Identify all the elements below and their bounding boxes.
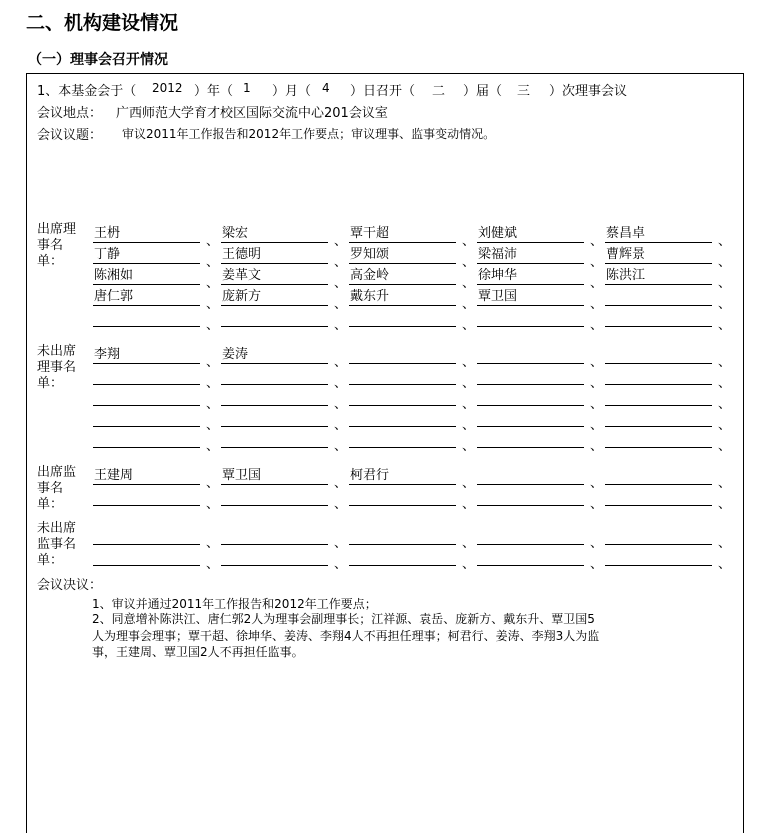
label-line: 未出席 [37, 344, 77, 359]
separator-mark: 、 [206, 276, 220, 291]
separator-mark: 、 [590, 439, 604, 454]
separator-mark: 、 [718, 276, 732, 291]
name-blank[interactable] [349, 385, 456, 406]
label-line: 未出席 [37, 521, 77, 536]
separator-mark: 、 [590, 418, 604, 433]
name-blank[interactable] [349, 427, 456, 448]
separator-mark: 、 [462, 255, 476, 270]
separator-mark: 、 [718, 439, 732, 454]
separator-mark: 、 [718, 255, 732, 270]
label-line: 事名 [37, 238, 64, 253]
separator-mark: 、 [718, 497, 732, 512]
separator-mark: 、 [334, 418, 348, 433]
resolution-item-2-line-1: 2、同意增补陈洪江、唐仁郭2人为理事会副理事长；江祥源、袁岳、庞新方、戴东升、覃卫国5 [92, 612, 595, 626]
name-blank[interactable] [349, 243, 456, 264]
person-name: 曹辉景 [606, 247, 646, 262]
name-blank[interactable] [477, 385, 584, 406]
name-blank[interactable] [93, 385, 200, 406]
absent-supervisors-label [37, 521, 76, 569]
separator-mark: 、 [718, 418, 732, 433]
attend-supervisors-label [37, 465, 76, 513]
name-blank[interactable] [349, 364, 456, 385]
name-blank[interactable] [605, 464, 712, 485]
topic-value: 审议2011年工作报告和2012年工作要点；审议理事、监事变动情况。 [122, 127, 496, 141]
separator-mark: 、 [718, 355, 732, 370]
name-blank[interactable] [93, 427, 200, 448]
person-name: 罗知颂 [350, 247, 390, 262]
name-blank[interactable] [349, 524, 456, 545]
separator-mark: 、 [206, 376, 220, 391]
name-blank[interactable] [349, 545, 456, 566]
name-blank[interactable] [477, 464, 584, 485]
separator-mark: 、 [590, 497, 604, 512]
name-blank[interactable] [221, 545, 328, 566]
resolution-label: 会议决议： [37, 578, 103, 593]
separator-mark: 、 [462, 397, 476, 412]
name-blank[interactable] [221, 285, 328, 306]
name-blank[interactable] [605, 285, 712, 306]
name-blank[interactable] [477, 406, 584, 427]
separator-mark: 、 [462, 497, 476, 512]
separator-mark: 、 [462, 297, 476, 312]
person-name: 唐仁郭 [94, 289, 134, 304]
name-blank[interactable] [349, 306, 456, 327]
name-blank[interactable] [221, 306, 328, 327]
separator-mark: 、 [206, 234, 220, 249]
separator-mark: 、 [718, 297, 732, 312]
separator-mark: 、 [334, 276, 348, 291]
separator-mark: 、 [462, 318, 476, 333]
person-name: 覃卫国 [478, 289, 518, 304]
separator-mark: 、 [206, 418, 220, 433]
meeting-month-value: 1 [243, 81, 251, 95]
person-name: 王建周 [94, 468, 134, 483]
separator-mark: 、 [206, 536, 220, 551]
separator-mark: 、 [590, 355, 604, 370]
name-blank[interactable] [605, 427, 712, 448]
separator-mark: 、 [334, 297, 348, 312]
name-blank[interactable] [221, 364, 328, 385]
topic-label: 会议议题： [37, 128, 103, 143]
name-blank[interactable] [221, 406, 328, 427]
name-blank[interactable] [221, 243, 328, 264]
name-blank[interactable] [477, 545, 584, 566]
resolution-item-2-line-2: 人为理事会理事；覃干超、徐坤华、姜涛、李翔4人不再担任理事；柯君行、姜涛、李翔3人为监 [92, 629, 600, 643]
name-blank[interactable] [93, 264, 200, 285]
separator-mark: 、 [206, 497, 220, 512]
person-name: 高金岭 [350, 268, 390, 283]
label-line: 理事名 [37, 360, 77, 375]
separator-mark: 、 [334, 318, 348, 333]
separator-mark: 、 [590, 255, 604, 270]
label-line: 事名 [37, 481, 64, 496]
name-blank[interactable] [221, 343, 328, 364]
name-blank[interactable] [93, 485, 200, 506]
name-blank[interactable] [477, 485, 584, 506]
name-blank[interactable] [349, 222, 456, 243]
separator-mark: 、 [462, 276, 476, 291]
name-blank[interactable] [93, 464, 200, 485]
name-blank[interactable] [605, 524, 712, 545]
name-blank[interactable] [477, 285, 584, 306]
name-blank[interactable] [605, 485, 712, 506]
person-name: 覃干超 [350, 226, 390, 241]
attend-directors-label [37, 222, 76, 270]
separator-mark: 、 [206, 255, 220, 270]
separator-mark: 、 [206, 318, 220, 333]
label-line: 出席监 [37, 465, 77, 480]
person-name: 戴东升 [350, 289, 390, 304]
line1-year-text: ）年（ [194, 84, 234, 99]
separator-mark: 、 [334, 439, 348, 454]
person-name: 王德明 [222, 247, 262, 262]
line1-month-text: ）月（ [272, 84, 312, 99]
name-blank[interactable] [605, 306, 712, 327]
name-blank[interactable] [93, 343, 200, 364]
separator-mark: 、 [590, 376, 604, 391]
name-blank[interactable] [477, 264, 584, 285]
meeting-day-value: 4 [322, 81, 330, 95]
person-name: 丁静 [94, 247, 121, 262]
separator-mark: 、 [206, 557, 220, 572]
label-line: 监事名 [37, 537, 77, 552]
name-blank[interactable] [221, 485, 328, 506]
person-name: 陈湘如 [94, 268, 134, 283]
name-blank[interactable] [349, 464, 456, 485]
separator-mark: 、 [206, 355, 220, 370]
person-name: 姜涛 [222, 347, 249, 362]
separator-mark: 、 [718, 536, 732, 551]
label-line: 单： [37, 376, 64, 391]
person-name: 姜革文 [222, 268, 262, 283]
name-blank[interactable] [221, 222, 328, 243]
separator-mark: 、 [334, 536, 348, 551]
meeting-term-value: 二 [432, 84, 446, 99]
separator-mark: 、 [718, 376, 732, 391]
name-blank[interactable] [93, 406, 200, 427]
subsection-title: （一）理事会召开情况 [28, 52, 168, 68]
separator-mark: 、 [590, 276, 604, 291]
section-title: 二、机构建设情况 [26, 12, 179, 34]
separator-mark: 、 [590, 557, 604, 572]
separator-mark: 、 [590, 536, 604, 551]
name-blank[interactable] [605, 343, 712, 364]
location-label: 会议地点： [37, 106, 103, 121]
separator-mark: 、 [462, 476, 476, 491]
person-name: 陈洪江 [606, 268, 646, 283]
person-name: 蔡昌卓 [606, 226, 646, 241]
name-blank[interactable] [605, 406, 712, 427]
separator-mark: 、 [718, 318, 732, 333]
separator-mark: 、 [334, 355, 348, 370]
person-name: 柯君行 [350, 468, 390, 483]
name-blank[interactable] [477, 243, 584, 264]
separator-mark: 、 [206, 397, 220, 412]
name-blank[interactable] [349, 343, 456, 364]
name-blank[interactable] [605, 545, 712, 566]
name-blank[interactable] [93, 285, 200, 306]
line1-prefix: 1、本基金会于（ [37, 84, 137, 99]
separator-mark: 、 [334, 397, 348, 412]
name-blank[interactable] [221, 385, 328, 406]
separator-mark: 、 [334, 255, 348, 270]
line1-day-text: ）日召开（ [350, 84, 416, 99]
name-blank[interactable] [93, 545, 200, 566]
label-line: 单： [37, 254, 64, 269]
meeting-form-box [26, 73, 744, 833]
separator-mark: 、 [462, 234, 476, 249]
label-line: 单： [37, 497, 64, 512]
separator-mark: 、 [334, 376, 348, 391]
person-name: 庞新方 [222, 289, 262, 304]
separator-mark: 、 [462, 536, 476, 551]
separator-mark: 、 [462, 376, 476, 391]
name-blank[interactable] [349, 264, 456, 285]
name-blank[interactable] [93, 306, 200, 327]
person-name: 李翔 [94, 347, 121, 362]
name-blank[interactable] [477, 524, 584, 545]
separator-mark: 、 [718, 397, 732, 412]
person-name: 刘健斌 [478, 226, 518, 241]
separator-mark: 、 [334, 476, 348, 491]
separator-mark: 、 [590, 297, 604, 312]
person-name: 徐坤华 [478, 268, 518, 283]
label-line: 单： [37, 553, 64, 568]
line1-session-text: ）次理事会议 [549, 84, 628, 99]
separator-mark: 、 [206, 439, 220, 454]
separator-mark: 、 [334, 557, 348, 572]
separator-mark: 、 [590, 318, 604, 333]
name-blank[interactable] [477, 427, 584, 448]
separator-mark: 、 [590, 397, 604, 412]
separator-mark: 、 [206, 297, 220, 312]
name-blank[interactable] [605, 222, 712, 243]
separator-mark: 、 [334, 497, 348, 512]
name-blank[interactable] [477, 306, 584, 327]
name-blank[interactable] [93, 524, 200, 545]
separator-mark: 、 [334, 234, 348, 249]
separator-mark: 、 [718, 557, 732, 572]
name-blank[interactable] [605, 264, 712, 285]
name-blank[interactable] [605, 243, 712, 264]
separator-mark: 、 [590, 234, 604, 249]
line1-term-text: ）届（ [463, 84, 503, 99]
resolution-item-2-line-3: 事，王建周、覃卫国2人不再担任监事。 [92, 645, 304, 659]
name-blank[interactable] [221, 427, 328, 448]
separator-mark: 、 [462, 557, 476, 572]
name-blank[interactable] [605, 364, 712, 385]
name-blank[interactable] [93, 222, 200, 243]
name-blank[interactable] [221, 264, 328, 285]
person-name: 梁宏 [222, 226, 249, 241]
person-name: 覃卫国 [222, 468, 262, 483]
name-blank[interactable] [605, 385, 712, 406]
separator-mark: 、 [590, 476, 604, 491]
name-blank[interactable] [221, 524, 328, 545]
meeting-session-value: 三 [517, 84, 531, 99]
label-line: 出席理 [37, 222, 77, 237]
separator-mark: 、 [462, 355, 476, 370]
absent-directors-label [37, 344, 76, 392]
separator-mark: 、 [462, 439, 476, 454]
name-blank[interactable] [477, 222, 584, 243]
separator-mark: 、 [718, 234, 732, 249]
resolution-item-1: 1、审议并通过2011年工作报告和2012年工作要点； [92, 597, 377, 611]
name-blank[interactable] [477, 343, 584, 364]
name-blank[interactable] [349, 285, 456, 306]
separator-mark: 、 [206, 476, 220, 491]
name-blank[interactable] [349, 406, 456, 427]
meeting-year-value: 2012 [152, 81, 183, 95]
name-blank[interactable] [221, 464, 328, 485]
person-name: 王枬 [94, 226, 121, 241]
location-value: 广西师范大学育才校区国际交流中心201会议室 [116, 106, 388, 121]
name-blank[interactable] [477, 364, 584, 385]
person-name: 梁福沛 [478, 247, 518, 262]
separator-mark: 、 [718, 476, 732, 491]
name-blank[interactable] [93, 364, 200, 385]
name-blank[interactable] [349, 485, 456, 506]
separator-mark: 、 [462, 418, 476, 433]
name-blank[interactable] [93, 243, 200, 264]
